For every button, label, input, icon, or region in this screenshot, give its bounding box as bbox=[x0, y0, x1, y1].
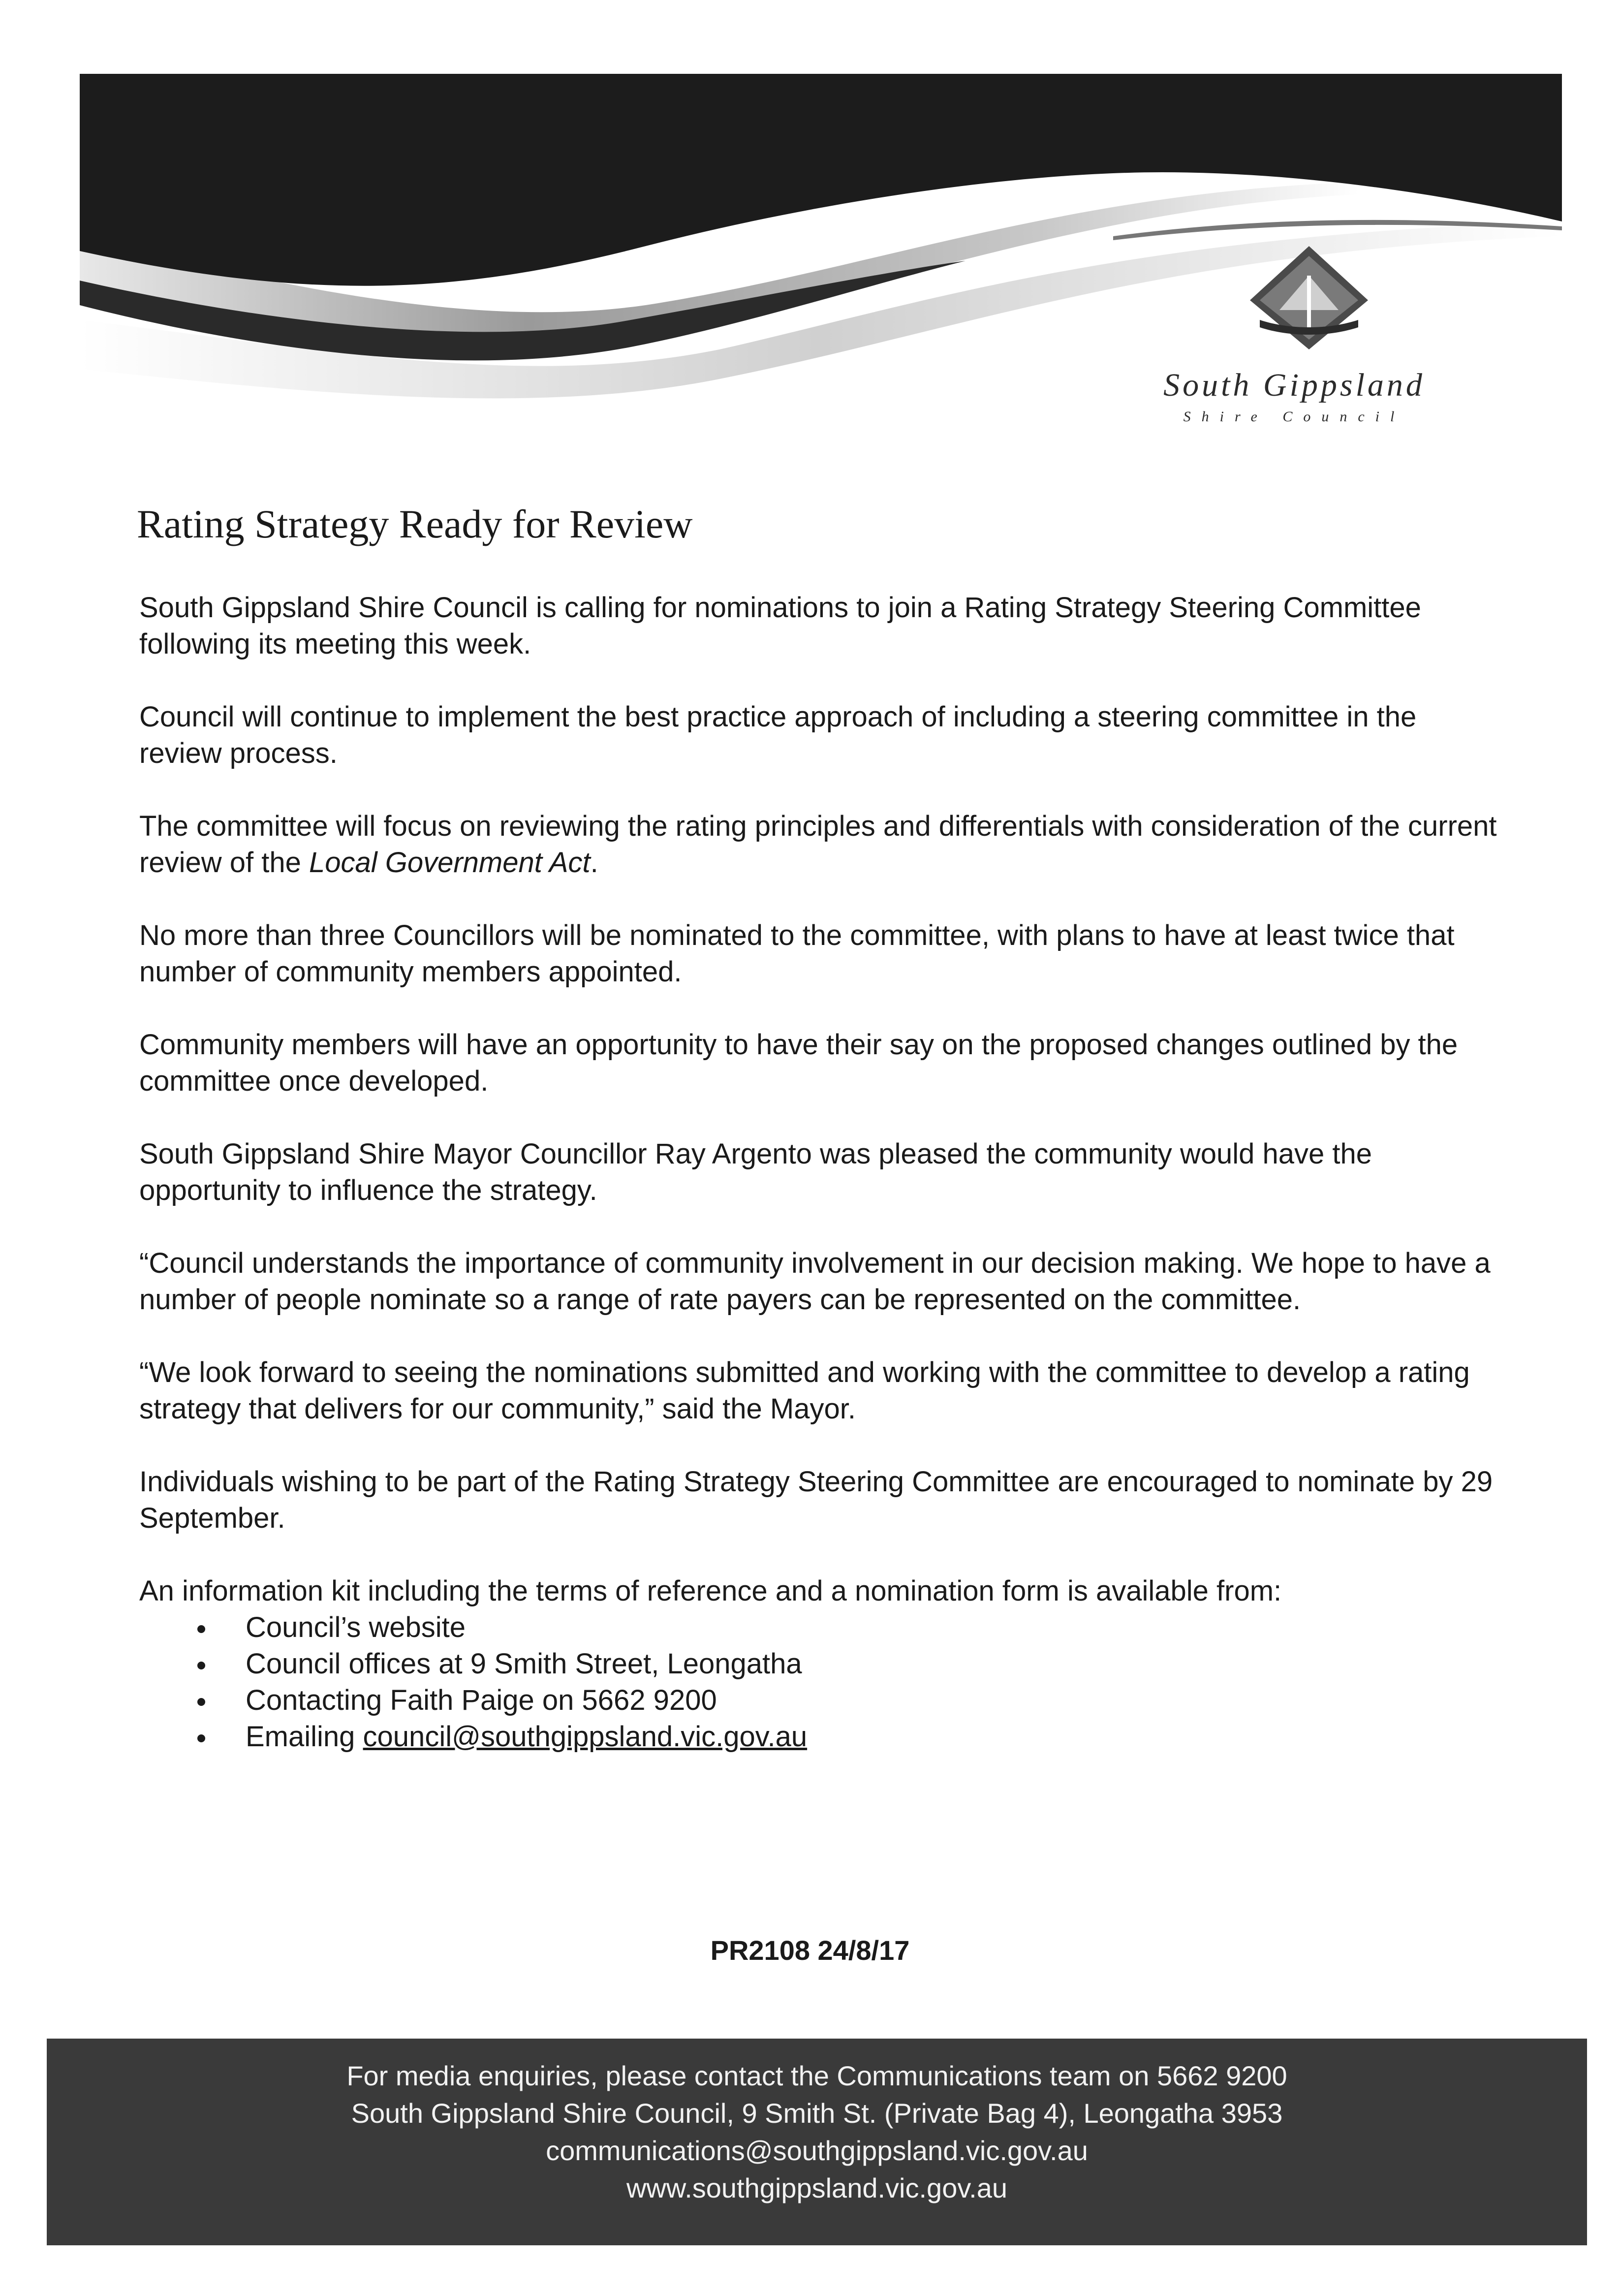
paragraph-8: “We look forward to seeing the nominations submitted and working with the committee to develop a rating strategy that delivers for our community,” said the Mayor. bbox=[139, 1356, 1470, 1425]
list-item: Council offices at 9 Smith Street, Leongatha bbox=[246, 1646, 1497, 1682]
list-item: Council’s website bbox=[246, 1609, 1497, 1646]
council-logo bbox=[1220, 246, 1398, 364]
brand-subtitle: Shire Council bbox=[1183, 409, 1405, 425]
council-emblem-icon bbox=[1220, 246, 1398, 364]
list-item: Contacting Faith Paige on 5662 9200 bbox=[246, 1682, 1497, 1719]
paragraph-1: South Gippsland Shire Council is calling for nominations to join a Rating Strategy Steering Committee following its meeting this week. bbox=[139, 592, 1421, 660]
paragraph-5: Community members will have an opportunity to have their say on the proposed changes outlined by the committee once developed. bbox=[139, 1029, 1458, 1097]
paragraph-2: Council will continue to implement the best practice approach of including a steering committee in the review process. bbox=[139, 701, 1417, 769]
paragraph-3-end: . bbox=[590, 847, 598, 879]
footer-email[interactable]: communications@southgippsland.vic.gov.au bbox=[546, 2135, 1088, 2166]
press-release-body bbox=[139, 590, 1497, 1755]
footer-website[interactable]: www.southgippsland.vic.gov.au bbox=[626, 2172, 1008, 2203]
email-prefix: Emailing bbox=[246, 1721, 363, 1753]
council-email-link[interactable]: council@southgippsland.vic.gov.au bbox=[363, 1721, 808, 1753]
paragraph-4: No more than three Councillors will be nominated to the committee, with plans to have at least twice that number of community members appointed. bbox=[139, 919, 1455, 988]
act-name: Local Government Act bbox=[309, 847, 591, 879]
press-release-reference: PR2108 24/8/17 bbox=[710, 1935, 910, 1966]
information-sources-list bbox=[139, 1609, 1497, 1755]
list-item bbox=[246, 1719, 1497, 1755]
page-title: Rating Strategy Ready for Review bbox=[137, 502, 693, 546]
paragraph-9: Individuals wishing to be part of the Rating Strategy Steering Committee are encouraged to nominate by 29 September. bbox=[139, 1466, 1493, 1534]
footer-line-2: South Gippsland Shire Council, 9 Smith St. (Private Bag 4), Leongatha 3953 bbox=[351, 2098, 1283, 2129]
paragraph-3-text: The committee will focus on reviewing the rating principles and differentials with consideration of the current review of the bbox=[139, 810, 1497, 879]
paragraph-3 bbox=[139, 808, 1497, 881]
footer-line-1: For media enquiries, please contact the Communications team on 5662 9200 bbox=[346, 2060, 1287, 2091]
media-contact-footer bbox=[47, 2039, 1587, 2245]
brand-name: South Gippsland bbox=[1163, 367, 1425, 403]
paragraph-7: “Council understands the importance of community involvement in our decision making. We hope to have a number of people nominate so a range of rate payers can be represented on the committee. bbox=[139, 1247, 1491, 1316]
paragraph-10: An information kit including the terms of reference and a nomination form is available from: bbox=[139, 1575, 1282, 1607]
paragraph-6: South Gippsland Shire Mayor Councillor Ray Argento was pleased the community would have the opportunity to influence the strategy. bbox=[139, 1138, 1372, 1206]
